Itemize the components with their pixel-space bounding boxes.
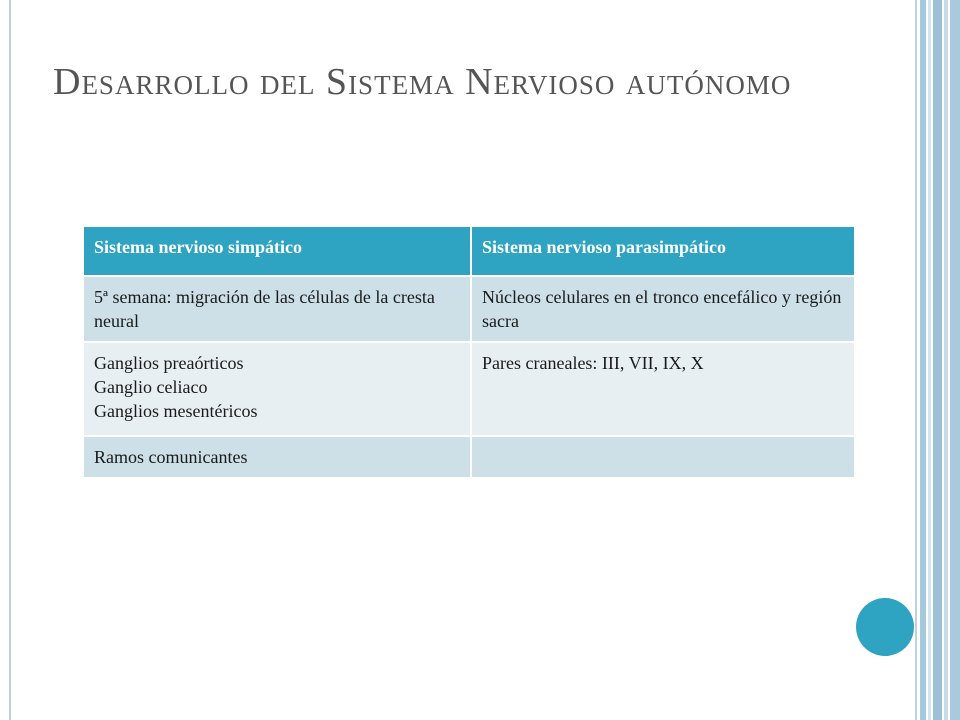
cell-line: Pares craneales: III, VII, IX, X (482, 353, 704, 373)
cell-line: 5ª semana: migración de las células de la cresta neural (94, 287, 435, 331)
table-cell (471, 342, 855, 436)
slide-title: Desarrollo del Sistema Nervioso autónomo (53, 61, 792, 103)
comparison-table (82, 225, 856, 479)
table-row (83, 436, 855, 478)
decor-stripe (950, 0, 960, 720)
cell-line: Ganglios mesentéricos (94, 401, 258, 421)
header-parasympathetic: Sistema nervioso parasimpático (471, 226, 855, 276)
cell-line: Núcleos celulares en el tronco encefálico y región sacra (482, 287, 842, 331)
decor-stripe (944, 0, 948, 720)
decor-stripe (928, 0, 931, 720)
cell-line: Ganglios preaórticos (94, 353, 244, 373)
header-sympathetic: Sistema nervioso simpático (83, 226, 471, 276)
table-row (83, 276, 855, 342)
cell-line: Ramos comunicantes (94, 447, 248, 467)
decor-stripe (920, 0, 926, 720)
table-header-row (83, 226, 855, 276)
table-cell (83, 342, 471, 436)
table-cell-empty (471, 436, 855, 478)
decor-circle (856, 598, 914, 656)
table-cell (83, 276, 471, 342)
table-row (83, 342, 855, 436)
table-cell (83, 436, 471, 478)
table-cell (471, 276, 855, 342)
cell-line: Ganglio celiaco (94, 377, 208, 397)
decor-stripe (933, 0, 942, 720)
